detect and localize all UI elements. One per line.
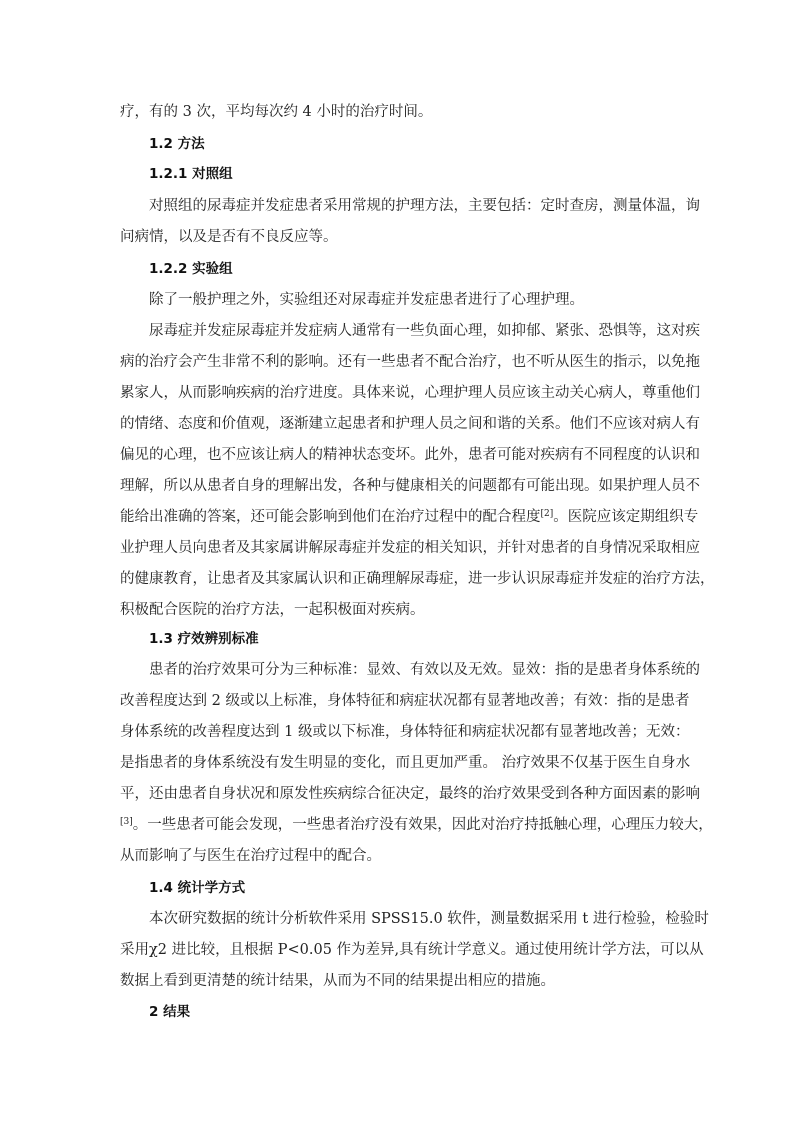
section-heading [149,164,233,184]
paragraph-line [120,753,691,773]
paragraph-line [120,538,700,558]
section-heading-text: 2 结果 [149,1004,191,1020]
paragraph-line [149,321,700,341]
paragraph-line [120,383,700,403]
paragraph-line [120,940,704,960]
line-text: 数据上看到更清楚的统计结果，从而为不同的结果提出相应的措施。 [120,973,555,989]
section-heading [149,134,205,154]
paragraph-line [120,227,676,247]
paragraph-line [120,569,715,589]
paragraph-line [120,102,676,122]
section-heading [149,259,233,279]
section-heading-text: 1.3 疗效辨别标准 [149,631,259,647]
line-text: 尿毒症并发症尿毒症并发症病人通常有一些负面心理，如抑郁、紧张、恐惧等，这对疾 [149,323,700,339]
line-text: 疗，有的 3 次，平均每次约 4 小时的治疗时间。 [120,104,433,120]
line-text: 理解，所以从患者自身的理解出发，各种与健康相关的问题都有可能出现。如果护理人员不 [120,478,700,494]
paragraph-line [149,290,676,310]
section-heading-text: 1.4 统计学方式 [149,880,246,896]
section-heading [149,629,259,649]
line-text-continued: 。一些患者可能会发现，一些患者治疗没有效果，因此对治疗持抵触心理，心理压力较大， [132,817,713,833]
line-text: 平，还由患者自身状况和原发性疾病综合征决定，最终的治疗效果受到各种方面因素的影响 [120,786,700,802]
line-text: 对照组的尿毒症并发症患者采用常规的护理方法，主要包括：定时查房，测量体温，询 [149,198,700,214]
paragraph-line [149,660,700,680]
paragraph-line [120,815,713,835]
paragraph-line [120,476,700,496]
line-text: 身体系统的改善程度达到 1 级或以下标准，身体特征和病症状况都有显著地改善；无效： [120,724,690,740]
paragraph-line [120,691,690,711]
paragraph-line [120,971,676,991]
line-text: 从而影响了与医生在治疗过程中的配合。 [120,848,381,864]
line-text: 除了一般护理之外，实验组还对尿毒症并发症患者进行了心理护理。 [149,292,584,308]
section-heading [149,1002,190,1022]
line-text: 偏见的心理，也不应该让病人的精神状态变坏。此外，患者可能对疾病有不同程度的认识和 [120,447,700,463]
paragraph-line [120,414,700,434]
line-text: 业护理人员向患者及其家属讲解尿毒症并发症的相关知识，并针对患者的自身情况采取相应 [120,540,700,556]
line-text: 本次研究数据的统计分析软件采用 SPSS15.0 软件，测量数据采用 t 进行检验，检验时 [149,911,709,927]
paragraph-line [149,196,700,216]
line-text: 能给出准确的答案，还可能会影响到他们在治疗过程中的配合程度 [120,509,541,525]
paragraph-line [120,784,700,804]
line-text: 累家人，从而影响疾病的治疗进度。具体来说，心理护理人员应该主动关心病人，尊重他们 [120,385,700,401]
line-text: 问病情，以及是否有不良反应等。 [120,229,338,245]
citation-ref: [3] [120,817,133,827]
line-text: 的情绪、态度和价值观，逐渐建立起患者和护理人员之间和谐的关系。他们不应该对病人有 [120,416,700,432]
line-text-continued: 。医院应该定期组织专 [553,509,699,525]
section-heading-text: 1.2.2 实验组 [149,261,233,277]
citation-ref: [2] [540,509,554,519]
paragraph-line [120,507,699,527]
line-text: 的健康教育，让患者及其家属认识和正确理解尿毒症，进一步认识尿毒症并发症的治疗方法， [120,571,715,587]
line-text: 患者的治疗效果可分为三种标准：显效、有效以及无效。显效：指的是患者身体系统的 [149,662,700,678]
line-text: 积极配合医院的治疗方法，一起积极面对疾病。 [120,602,425,618]
paragraph-line [120,846,676,866]
line-text: 是指患者的身体系统没有发生明显的变化，而且更加严重。 治疗效果不仅基于医生自身水 [120,755,691,771]
paragraph-line [120,352,700,372]
paragraph-line [120,600,676,620]
paragraph-line [120,722,690,742]
section-heading [149,878,245,898]
line-text: 改善程度达到 2 级或以上标准，身体特征和病症状况都有显著地改善；有效：指的是患者 [120,693,690,709]
line-text: 采用χ2 进比较，且根据 P<0.05 作为差异,具有统计学意义。通过使用统计学方法，可以从 [120,942,704,958]
section-heading-text: 1.2 方法 [149,136,205,152]
paragraph-line [120,445,700,465]
line-text: 病的治疗会产生非常不利的影响。还有一些患者不配合治疗，也不听从医生的指示，以免拖 [120,354,700,370]
paragraph-line [149,909,709,929]
section-heading-text: 1.2.1 对照组 [149,166,233,182]
